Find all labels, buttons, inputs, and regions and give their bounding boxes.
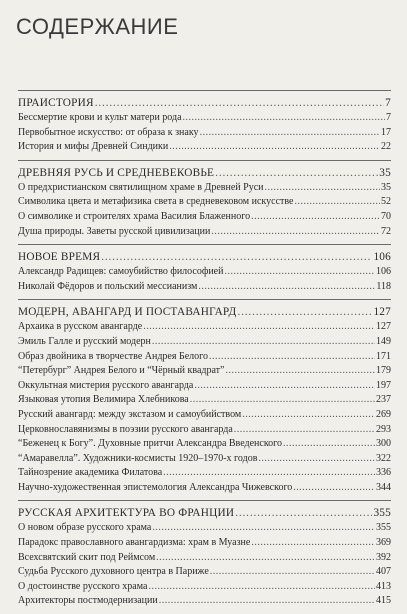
toc-entry-page: 369 bbox=[376, 537, 391, 549]
toc-entry-page: 355 bbox=[376, 522, 391, 534]
toc-entry[interactable] bbox=[18, 379, 391, 394]
toc-entry-page: 70 bbox=[381, 210, 391, 222]
toc-entry-title: Архитекторы постмодернизации bbox=[18, 595, 158, 607]
toc-entry[interactable] bbox=[18, 265, 391, 280]
section-heading[interactable] bbox=[18, 95, 391, 111]
toc-entry-title: О символике и строителях храма Василия Блаженного bbox=[18, 210, 251, 222]
dot-leader bbox=[224, 265, 375, 280]
toc-entry-page: 72 bbox=[381, 225, 391, 237]
section-heading-page: 35 bbox=[379, 166, 391, 179]
toc-entry-page: 237 bbox=[376, 394, 391, 406]
toc-entry-title: “Амаравелла”. Художники-космисты 1920–1970-х годов bbox=[18, 452, 258, 464]
dot-leader bbox=[101, 249, 372, 265]
toc-entry[interactable] bbox=[18, 140, 391, 155]
dot-leader bbox=[143, 320, 375, 335]
dot-leader bbox=[294, 195, 380, 210]
dot-leader bbox=[226, 364, 376, 379]
dot-leader bbox=[215, 165, 378, 181]
toc-section bbox=[18, 500, 391, 609]
toc-entry[interactable] bbox=[18, 521, 391, 536]
toc-entry-page: 106 bbox=[376, 266, 391, 278]
toc-entry[interactable] bbox=[18, 551, 391, 566]
section-heading[interactable] bbox=[18, 165, 391, 181]
toc-entry[interactable] bbox=[18, 364, 391, 379]
toc-entry[interactable] bbox=[18, 565, 391, 580]
toc-entry-page: 269 bbox=[376, 408, 391, 420]
toc-section bbox=[18, 90, 391, 155]
toc-entry-page: 171 bbox=[376, 350, 391, 362]
toc-entry-title: Бессмертие крови и культ матери рода bbox=[18, 112, 182, 123]
dot-leader bbox=[169, 140, 380, 155]
toc-entry-page: 407 bbox=[376, 566, 391, 578]
toc-entry-title: Церковнославянизмы в поэзии русского авангарда bbox=[18, 423, 233, 435]
section-heading[interactable] bbox=[18, 249, 391, 265]
section-heading-title: ПРАИСТОРИЯ bbox=[18, 97, 94, 109]
toc-entry-title: Тайнозрение академика Филатова bbox=[18, 467, 163, 479]
toc-entry-page: 179 bbox=[376, 365, 391, 377]
toc-entry[interactable] bbox=[18, 594, 391, 609]
toc-entry[interactable] bbox=[18, 195, 391, 210]
dot-leader bbox=[258, 452, 375, 467]
dot-leader bbox=[211, 225, 380, 240]
dot-leader bbox=[95, 95, 384, 111]
dot-leader bbox=[198, 280, 375, 295]
toc-entry-title: Символика цвета и метафизика света в средневековом искусстве bbox=[18, 196, 294, 208]
toc-entry-title: “Беженец к Богу”. Духовные притчи Александра Введенского bbox=[18, 438, 283, 450]
toc-entry-page: 300 bbox=[376, 438, 391, 450]
toc-entry-title: Эмиль Галле и русский модерн bbox=[18, 335, 151, 347]
toc-entry[interactable] bbox=[18, 111, 391, 126]
toc-entry[interactable] bbox=[18, 225, 391, 240]
toc-entry[interactable] bbox=[18, 580, 391, 595]
toc-entry-page: 322 bbox=[376, 452, 391, 464]
toc-entry-title: Душа природы. Заветы русской цивилизации bbox=[18, 225, 211, 237]
toc-entry-title: О предхристианском святилищном храме в Древней Руси bbox=[18, 181, 264, 193]
dot-leader bbox=[237, 304, 372, 320]
section-heading-title: ДРЕВНЯЯ РУСЬ И СРЕДНЕВЕКОВЬЕ bbox=[18, 166, 215, 179]
section-heading-page: 7 bbox=[385, 97, 391, 109]
toc-entry-title: Первобытное искусство: от образа к знаку bbox=[18, 126, 199, 138]
dot-leader bbox=[152, 521, 375, 536]
toc-entry-page: 415 bbox=[376, 595, 391, 607]
toc-entry-page: 127 bbox=[376, 321, 391, 333]
toc-entry-page: 293 bbox=[376, 423, 391, 435]
section-heading-page: 127 bbox=[373, 306, 391, 319]
toc-entry-page: 197 bbox=[376, 379, 391, 391]
dot-leader bbox=[190, 393, 375, 408]
dot-leader bbox=[234, 423, 375, 438]
dot-leader bbox=[293, 481, 375, 496]
dot-leader bbox=[209, 350, 375, 365]
toc-entry[interactable] bbox=[18, 280, 391, 295]
toc-entry-title: Научно-художественная эпистемология Александра Чижевского bbox=[18, 481, 293, 493]
toc-entry-title: История и мифы Древней Синдики bbox=[18, 141, 169, 153]
toc-entry-title: “Петербург” Андрея Белого и “Чёрный квадрат” bbox=[18, 365, 225, 377]
toc-entry[interactable] bbox=[18, 437, 391, 452]
toc-entry-page: 413 bbox=[376, 580, 391, 592]
toc-entry-page: 149 bbox=[376, 335, 391, 347]
dot-leader bbox=[152, 335, 375, 350]
toc-entry-title: Языковая утопия Велимира Хлебникова bbox=[18, 394, 189, 406]
toc-entry-title: Оккультная мистерия русского авангарда bbox=[18, 379, 194, 391]
toc-entry[interactable] bbox=[18, 452, 391, 467]
dot-leader bbox=[148, 580, 375, 595]
toc-entry[interactable] bbox=[18, 466, 391, 481]
toc-entry-title: Всехсвятский скит под Реймсом bbox=[18, 551, 156, 563]
toc-entry-title: Образ двойника в творчестве Андрея Белого bbox=[18, 350, 208, 362]
toc-entry[interactable] bbox=[18, 210, 391, 225]
table-of-contents bbox=[18, 90, 391, 614]
section-heading[interactable] bbox=[18, 304, 391, 320]
toc-entry-page: 118 bbox=[376, 280, 391, 292]
page-title: СОДЕРЖАНИЕ bbox=[16, 14, 179, 39]
toc-entry[interactable] bbox=[18, 393, 391, 408]
toc-entry[interactable] bbox=[18, 536, 391, 551]
section-heading-page: 106 bbox=[373, 251, 391, 264]
toc-entry[interactable] bbox=[18, 481, 391, 496]
show-through-text bbox=[240, 28, 400, 73]
toc-section bbox=[18, 299, 391, 495]
dot-leader bbox=[251, 536, 375, 551]
toc-entry[interactable] bbox=[18, 335, 391, 350]
toc-entry-page: 392 bbox=[376, 551, 391, 563]
dot-leader bbox=[264, 181, 380, 196]
dot-leader bbox=[251, 210, 380, 225]
section-heading-page: 355 bbox=[373, 507, 391, 520]
toc-entry-title: Парадокс православного авангардизма: храм в Муазне bbox=[18, 537, 251, 549]
toc-entry-title: Архаика в русском авангарде bbox=[18, 321, 143, 333]
section-heading-title: РУССКАЯ АРХИТЕКТУРА ВО ФРАНЦИИ bbox=[18, 507, 235, 520]
dot-leader bbox=[242, 408, 375, 423]
dot-leader bbox=[283, 437, 375, 452]
dot-leader bbox=[163, 466, 375, 481]
toc-entry-page: 17 bbox=[381, 126, 391, 138]
toc-entry-page: 336 bbox=[376, 467, 391, 479]
section-heading-title: НОВОЕ ВРЕМЯ bbox=[18, 251, 101, 264]
dot-leader bbox=[183, 111, 385, 126]
toc-entry-title: Русский авангард: между экстазом и самоубийством bbox=[18, 408, 242, 420]
toc-entry-page: 52 bbox=[381, 196, 391, 208]
toc-entry[interactable] bbox=[18, 350, 391, 365]
dot-leader bbox=[194, 379, 375, 394]
toc-entry-title: Николай Фёдоров и польский мессианизм bbox=[18, 280, 198, 292]
toc-entry[interactable] bbox=[18, 126, 391, 141]
toc-entry-page: 344 bbox=[376, 481, 391, 493]
dot-leader bbox=[235, 505, 372, 521]
toc-entry[interactable] bbox=[18, 181, 391, 196]
toc-section bbox=[18, 160, 391, 239]
dot-leader bbox=[156, 551, 375, 566]
toc-section bbox=[18, 244, 391, 294]
toc-entry-title: Александр Радищев: самоубийство философией bbox=[18, 266, 224, 278]
toc-entry[interactable] bbox=[18, 320, 391, 335]
toc-entry-title: О новом образе русского храма bbox=[18, 522, 152, 534]
toc-entry-page: 35 bbox=[381, 181, 391, 193]
dot-leader bbox=[210, 565, 375, 580]
dot-leader bbox=[200, 126, 380, 141]
toc-entry[interactable] bbox=[18, 408, 391, 423]
toc-entry[interactable] bbox=[18, 423, 391, 438]
section-heading-title: МОДЕРН, АВАНГАРД И ПОСТАВАНГАРД bbox=[18, 306, 237, 319]
toc-entry-page: 7 bbox=[386, 112, 391, 123]
dot-leader bbox=[159, 594, 375, 609]
toc-entry-title: Судьба Русского духовного центра в Париже bbox=[18, 566, 209, 578]
toc-entry-page: 22 bbox=[381, 141, 391, 153]
toc-entry-title: О достоинстве русского храма bbox=[18, 580, 148, 592]
section-heading[interactable] bbox=[18, 505, 391, 521]
